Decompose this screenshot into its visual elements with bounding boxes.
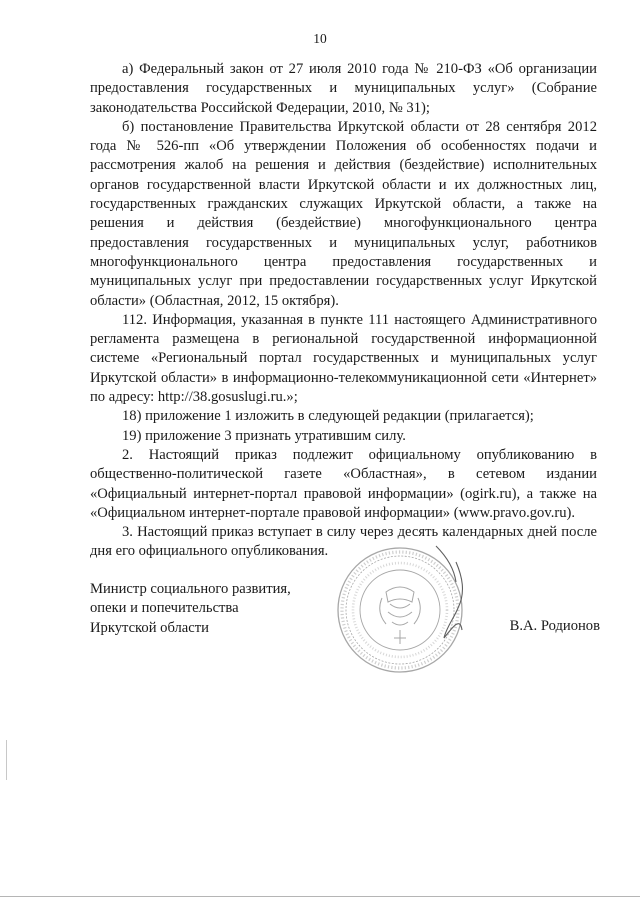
paragraph-publication: 2. Настоящий приказ подлежит официальному опубликованию в общественно-политической газете «Областная», в сетевом издании «Официальный интернет-портал правовой информации» (ogirk.ru), а также на «Официальном интернет-портале правовой информации» (www.pravo.gov.ru). — [90, 446, 597, 521]
paragraph-item-19: 19) приложение 3 признать утратившим силу. — [122, 427, 406, 444]
scan-edge-line — [0, 896, 640, 897]
paragraph-item-18: 18) приложение 1 изложить в следующей редакции (прилагается); — [122, 408, 534, 425]
signer-title — [90, 580, 291, 638]
paragraph-item-112: 112. Информация, указанная в пункте 111 настоящего Административного регламента размещена в региональной государственной информационной системе «Региональный портал государственных и муниципальных услуг Иркутской области» в информационно-телекоммуникационной сети «Интернет» по адресу: http://38.gosuslugi.ru.»; — [90, 311, 597, 406]
document-body — [90, 60, 597, 562]
signature-block — [90, 580, 600, 690]
official-seal-icon — [328, 538, 478, 678]
signer-title-line: опеки и попечительства — [90, 600, 239, 617]
signer-title-line: Министр социального развития, — [90, 581, 291, 597]
signer-name: В.А. Родионов — [509, 618, 600, 634]
margin-mark — [6, 740, 7, 780]
paragraph-government-resolution: б) постановление Правительства Иркутской области от 28 сентября 2012 года № 526-пп «Об утверждении Положения об особенностях подачи и рассмотрения жалоб на решения и действия (бездействие) исполнительных органов государственной власти Иркутской области и их должностных лиц, государственных гражданских служащих Иркутской области, а также на решения и действия (бездействие) многофункционального центра предоставления государственных и муниципальных услуг, работников многофункционального центра предоставления государственных и муниципальных услуг при предоставлении государственных услуг Иркутской области» (Областная, 2012, 15 октября). — [90, 118, 597, 309]
page-number: 10 — [313, 31, 327, 46]
paragraph-federal-law: а) Федеральный закон от 27 июля 2010 года № 210-ФЗ «Об организации предоставления государственных и муниципальных услуг» (Собрание законодательства Российской Федерации, 2010, № 31); — [90, 61, 597, 116]
signer-title-line: Иркутской области — [90, 619, 209, 636]
paragraph-entry-into-force: 3. Настоящий приказ вступает в силу через десять календарных дней после дня его официального опубликования. — [90, 524, 597, 560]
